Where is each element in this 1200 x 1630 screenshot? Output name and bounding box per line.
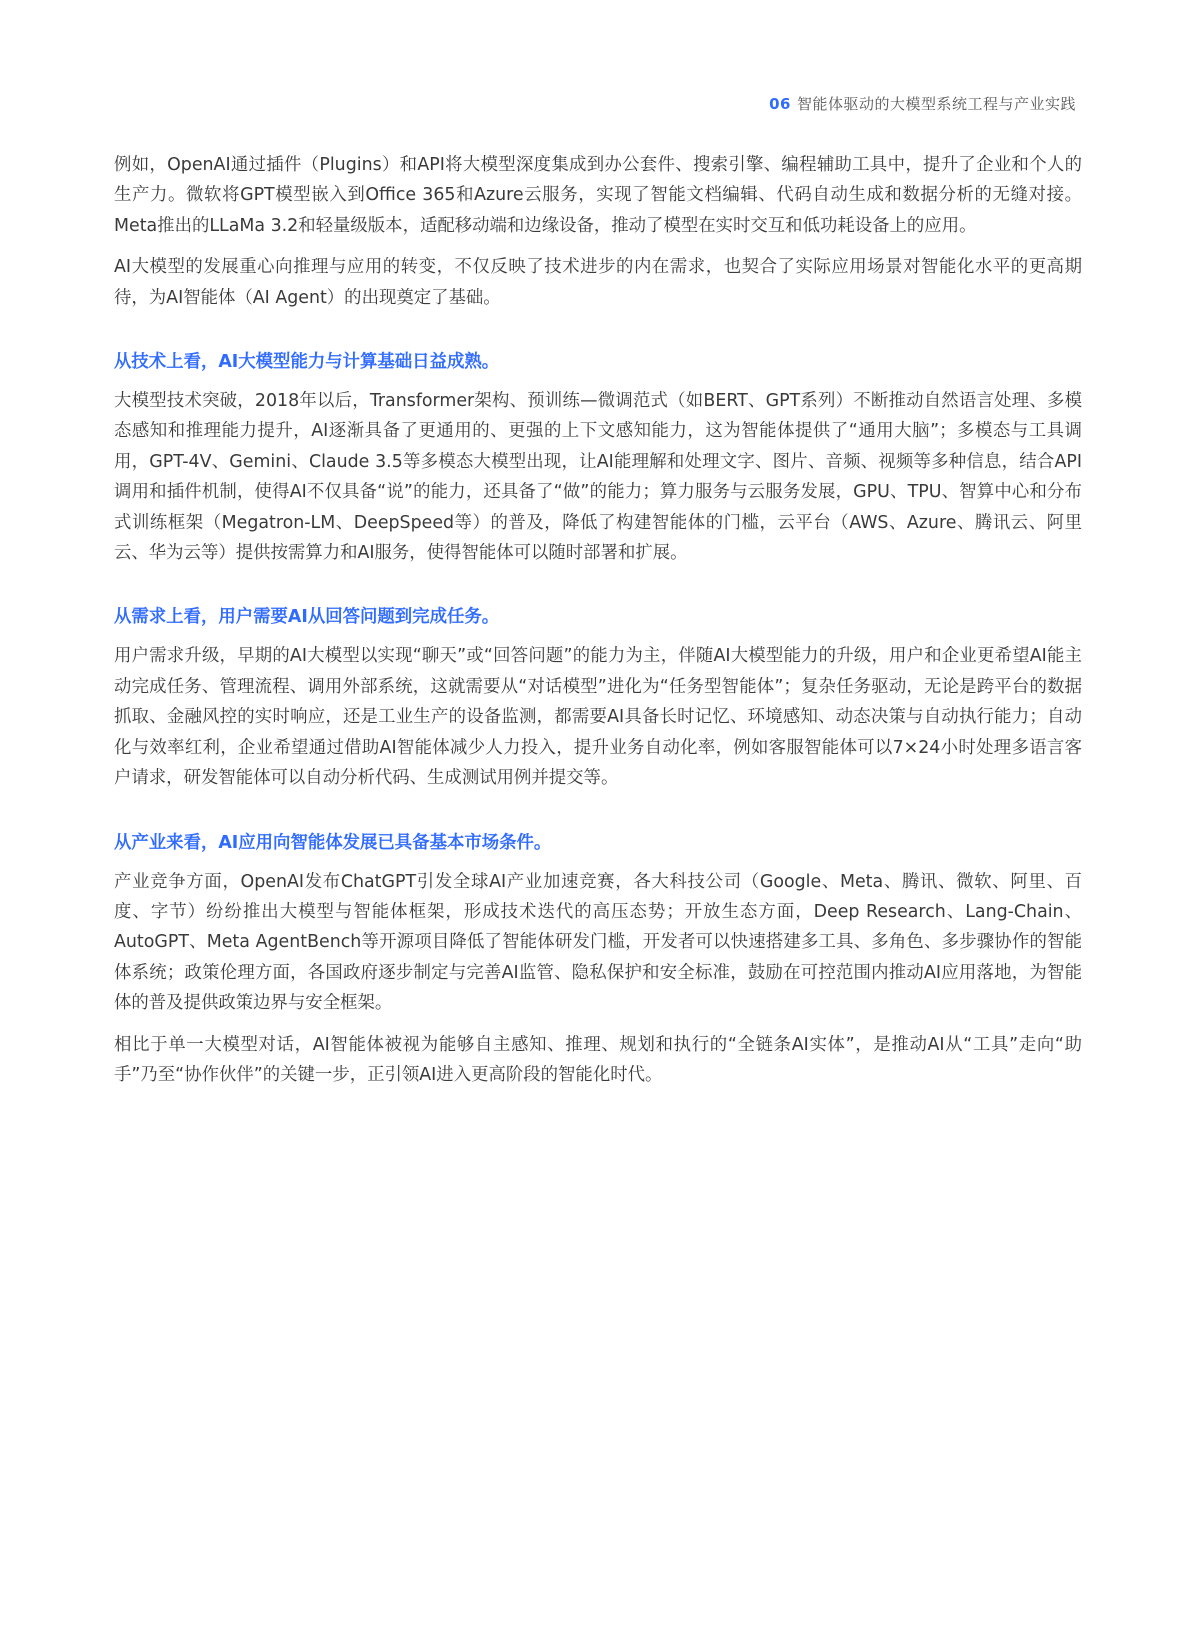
section-heading-technology: 从技术上看，AI大模型能力与计算基础日益成熟。 (114, 352, 500, 373)
paragraph-technology: 大模型技术突破，2018年以后，Transformer架构、预训练—微调范式（如BERT、GPT系列）不断推动自然语言处理、多模态感知和推理能力提升，AI逐渐具备了更通用的、更强的上下文感知能力，这为智能体提供了“通用大脑”；多模态与工具调用，GPT-4V、Gemini、Claude 3.5等多模态大模型出现，让AI能理解和处理文字、图片、音频、视频等多种信息，结合API调用和插件机制，使得AI不仅具备“说”的能力，还具备了“做”的能力；算力服务与云服务发展，GPU、TPU、智算中心和分布式训练框架（Megatron-LM、DeepSpeed等）的普及，降低了构建智能体的门槛，云平台（AWS、Azure、腾讯云、阿里云、华为云等）提供按需算力和AI服务，使得智能体可以随时部署和扩展。 (114, 391, 1082, 564)
paragraph-1: 例如，OpenAI通过插件（Plugins）和API将大模型深度集成到办公套件、搜索引擎、编程辅助工具中，提升了企业和个人的生产力。微软将GPT模型嵌入到Office 365和Azure云服务，实现了智能文档编辑、代码自动生成和数据分析的无缝对接。Meta推出的LLaMa 3.2和轻量级版本，适配移动端和边缘设备，推动了模型在实时交互和低功耗设备上的应用。 (114, 155, 1082, 236)
page-header (769, 93, 1076, 114)
chapter-title: 智能体驱动的大模型系统工程与产业实践 (796, 95, 1076, 113)
paragraph-conclusion: 相比于单一大模型对话，AI智能体被视为能够自主感知、推理、规划和执行的“全链条AI实体”，是推动AI从“工具”走向“助手”乃至“协作伙伴”的关键一步，正引领AI进入更高阶段的智能化时代。 (114, 1034, 1082, 1085)
section-heading-industry: 从产业来看，AI应用向智能体发展已具备基本市场条件。 (114, 832, 552, 853)
paragraph-2: AI大模型的发展重心向推理与应用的转变，不仅反映了技术进步的内在需求，也契合了实际应用场景对智能化水平的更高期待，为AI智能体（AI Agent）的出现奠定了基础。 (114, 257, 1082, 308)
page-content (114, 150, 1082, 1101)
chapter-number: 06 (769, 95, 791, 113)
paragraph-demand: 用户需求升级，早期的AI大模型以实现“聊天”或“回答问题”的能力为主，伴随AI大模型能力的升级，用户和企业更希望AI能主动完成任务、管理流程、调用外部系统，这就需要从“对话模型”进化为“任务型智能体”；复杂任务驱动，无论是跨平台的数据抓取、金融风控的实时响应，还是工业生产的设备监测，都需要AI具备长时记忆、环境感知、动态决策与自动执行能力；自动化与效率红利，企业希望通过借助AI智能体减少人力投入，提升业务自动化率，例如客服智能体可以7×24小时处理多语言客户请求，研发智能体可以自动分析代码、生成测试用例并提交等。 (114, 646, 1082, 789)
section-heading-demand: 从需求上看，用户需要AI从回答问题到完成任务。 (114, 607, 500, 628)
paragraph-industry: 产业竞争方面，OpenAI发布ChatGPT引发全球AI产业加速竞赛，各大科技公司（Google、Meta、腾讯、微软、阿里、百度、字节）纷纷推出大模型与智能体框架，形成技术迭代的高压态势；开放生态方面，Deep Research、Lang-Chain、AutoGPT、Meta AgentBench等开源项目降低了智能体研发门槛，开发者可以快速搭建多工具、多角色、多步骤协作的智能体系统；政策伦理方面，各国政府逐步制定与完善AI监管、隐私保护和安全标准，鼓励在可控范围内推动AI应用落地，为智能体的普及提供政策边界与安全框架。 (114, 871, 1082, 1014)
